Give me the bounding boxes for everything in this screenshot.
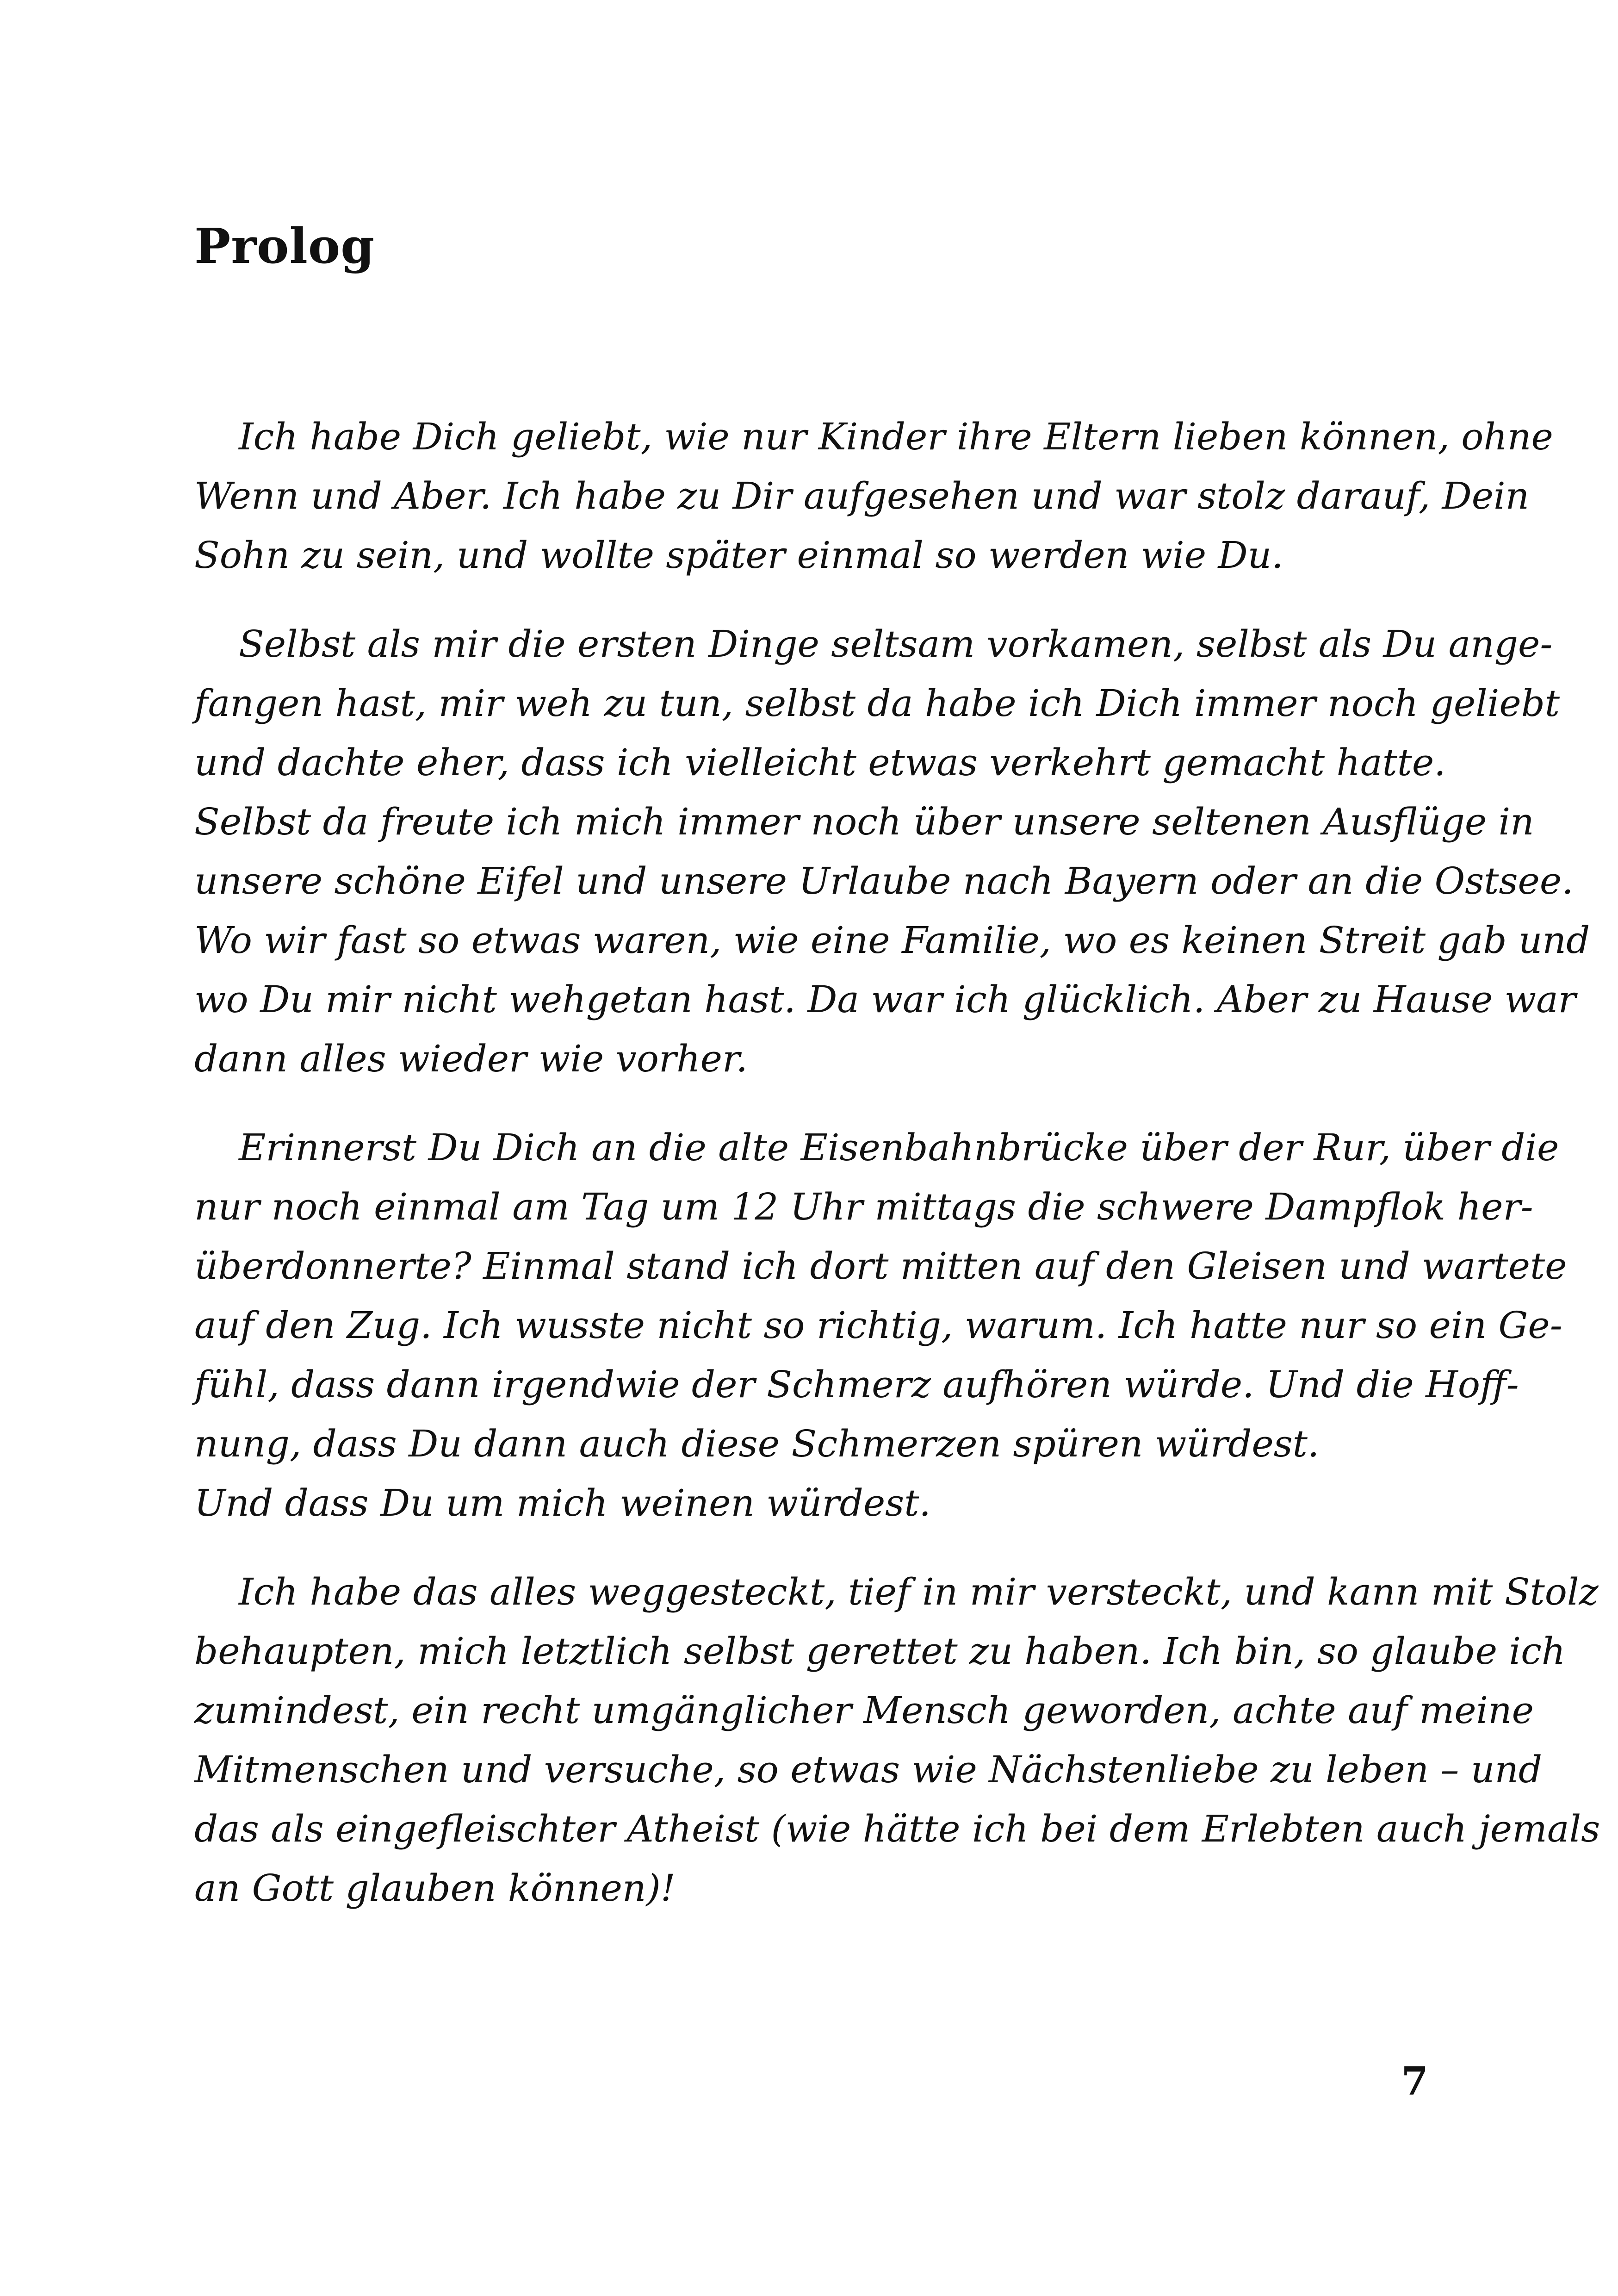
text-line: das als eingefleischter Atheist (wie hätte ich bei dem Erlebten auch jemals [194,1807,1600,1850]
text-line: unsere schöne Eifel und unsere Urlaube nach Bayern oder an die Ostsee. [194,859,1574,902]
text-line: fangen hast, mir weh zu tun, selbst da habe ich Dich immer noch geliebt [194,682,1560,725]
text-line: Erinnerst Du Dich an die alte Eisenbahnbrücke über der Rur, über die [239,1126,1559,1169]
paragraph-3 [194,1118,1567,1533]
text-line: und dachte eher, dass ich vielleicht etwas verkehrt gemacht hatte. [194,741,1446,784]
text-line: fühl, dass dann irgendwie der Schmerz aufhören würde. Und die Hoff- [194,1363,1519,1406]
text-line: Mitmenschen und versuche, so etwas wie Nächstenliebe zu leben – und [194,1748,1543,1791]
chapter-body [194,407,1600,1948]
text-line: Und dass Du um mich weinen würdest. [194,1481,931,1524]
text-line: nur noch einmal am Tag um 12 Uhr mittags die schwere Dampflok her- [194,1185,1533,1228]
text-line: Selbst da freute ich mich immer noch über unsere seltenen Ausflüge in [194,800,1534,843]
page-number: 7 [1401,2058,1428,2104]
paragraph-2 [194,615,1590,1089]
text-line: Selbst als mir die ersten Dinge seltsam vorkamen, selbst als Du ange- [239,622,1553,666]
text-line: Sohn zu sein, und wollte später einmal so werden wie Du. [194,534,1283,577]
text-line: Wenn und Aber. Ich habe zu Dir aufgesehen und war stolz darauf, Dein [194,474,1530,517]
text-line: Ich habe das alles weggesteckt, tief in mir versteckt, und kann mit Stolz [239,1570,1599,1613]
text-line: überdonnerte? Einmal stand ich dort mitten auf den Gleisen und wartete [194,1244,1567,1288]
paragraph-4 [194,1562,1600,1918]
text-line: behaupten, mich letztlich selbst gerettet zu haben. Ich bin, so glaube ich [194,1630,1566,1673]
text-line: wo Du mir nicht wehgetan hast. Da war ich glücklich. Aber zu Hause war [194,978,1576,1021]
text-line: auf den Zug. Ich wusste nicht so richtig, warum. Ich hatte nur so ein Ge- [194,1304,1562,1347]
text-line: nung, dass Du dann auch diese Schmerzen spüren würdest. [194,1422,1320,1465]
text-line: dann alles wieder wie vorher. [194,1037,748,1080]
text-line: Wo wir fast so etwas waren, wie eine Familie, wo es keinen Streit gab und [194,919,1590,962]
paragraph-1 [194,407,1553,585]
text-line: zumindest, ein recht umgänglicher Mensch geworden, achte auf meine [194,1689,1534,1732]
text-line: Ich habe Dich geliebt, wie nur Kinder ihre Eltern lieben können, ohne [239,415,1553,458]
text-line: an Gott glauben können)! [194,1867,676,1910]
chapter-title: Prolog [194,218,375,274]
